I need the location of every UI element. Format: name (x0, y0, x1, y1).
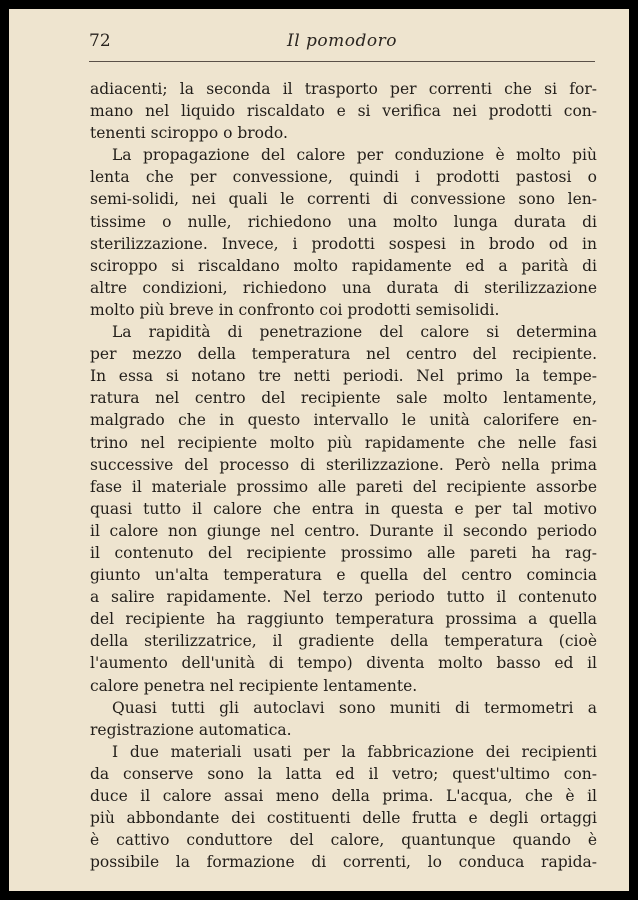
text-line: tissime o nulle, richiedono una molto lunga durata di (90, 212, 597, 231)
text-line: In essa si notano tre netti periodi. Nel primo la tempe- (90, 367, 597, 386)
text-line: duce il calore assai meno della prima. L'acqua, che è il (90, 787, 597, 805)
text-line: malgrado che in questo intervallo le unità calorifere en- (90, 411, 597, 430)
text-line: per mezzo della temperatura nel centro del recipiente. (90, 345, 597, 364)
text-line: calore penetra nel recipiente lentamente. (90, 676, 418, 695)
text-line: il contenuto del recipiente prossimo alle pareti ha rag- (90, 543, 597, 562)
text-line: il calore non giunge nel centro. Durante il secondo periodo (90, 521, 597, 540)
text-line: molto più breve in confronto coi prodotti semisolidi. (90, 300, 500, 319)
text-line: adiacenti; la seconda il trasporto per correnti che si for- (90, 80, 597, 98)
text-line: lenta che per convessione, quindi i prodotti pastosi o (90, 168, 597, 187)
text-line: del recipiente ha raggiunto temperatura prossima a quella (90, 610, 597, 629)
text-line: ratura nel centro del recipiente sale molto lentamente, (90, 389, 597, 408)
text-line: della sterilizzatrice, il gradiente della temperatura (cioè (90, 632, 597, 651)
page-number: 72 (89, 31, 111, 51)
text-line: successive del processo di sterilizzazione. Però nella prima (90, 455, 597, 474)
text-line: possibile la formazione di correnti, lo conduca rapida- (90, 853, 597, 872)
text-line: fase il materiale prossimo alle pareti del recipiente assorbe (90, 477, 597, 496)
text-line: l'aumento dell'unità di tempo) diventa molto basso ed il (90, 654, 597, 673)
text-line: registrazione automatica. (90, 720, 292, 739)
text-line: tenenti sciroppo o brodo. (90, 124, 288, 143)
text-line: Quasi tutti gli autoclavi sono muniti di termometri a (112, 698, 597, 717)
text-line: da conserve sono la latta ed il vetro; quest'ultimo con- (90, 764, 597, 783)
text-line: più abbondante dei costituenti delle frutta e degli ortaggi (90, 809, 597, 828)
text-line: quasi tutto il calore che entra in questa e per tal motivo (90, 499, 597, 518)
text-line: mano nel liquido riscaldato e si verifica nei prodotti con- (90, 102, 597, 121)
text-line: giunto un'alta temperatura e quella del centro comincia (90, 566, 597, 585)
text-line: La propagazione del calore per conduzione è molto più (112, 146, 597, 165)
text-line: è cattivo conduttore del calore, quantunque quando è (90, 831, 597, 850)
text-line: semi-solidi, nei quali le correnti di convessione sono len- (90, 190, 597, 209)
text-line: altre condizioni, richiedono una durata di sterilizzazione (90, 278, 597, 297)
book-page (9, 9, 629, 891)
page-header (89, 31, 595, 55)
header-rule (89, 61, 595, 62)
running-title: Il pomodoro (286, 31, 397, 51)
body-text (90, 78, 597, 873)
text-line: La rapidità di penetrazione del calore si determina (112, 323, 597, 342)
text-line: a salire rapidamente. Nel terzo periodo tutto il contenuto (90, 588, 597, 607)
text-line: I due materiali usati per la fabbricazione dei recipienti (112, 742, 597, 761)
text-line: sciroppo si riscaldano molto rapidamente ed a parità di (90, 256, 597, 275)
text-line: sterilizzazione. Invece, i prodotti sospesi in brodo od in (90, 234, 597, 253)
text-line: trino nel recipiente molto più rapidamente che nelle fasi (90, 433, 597, 452)
